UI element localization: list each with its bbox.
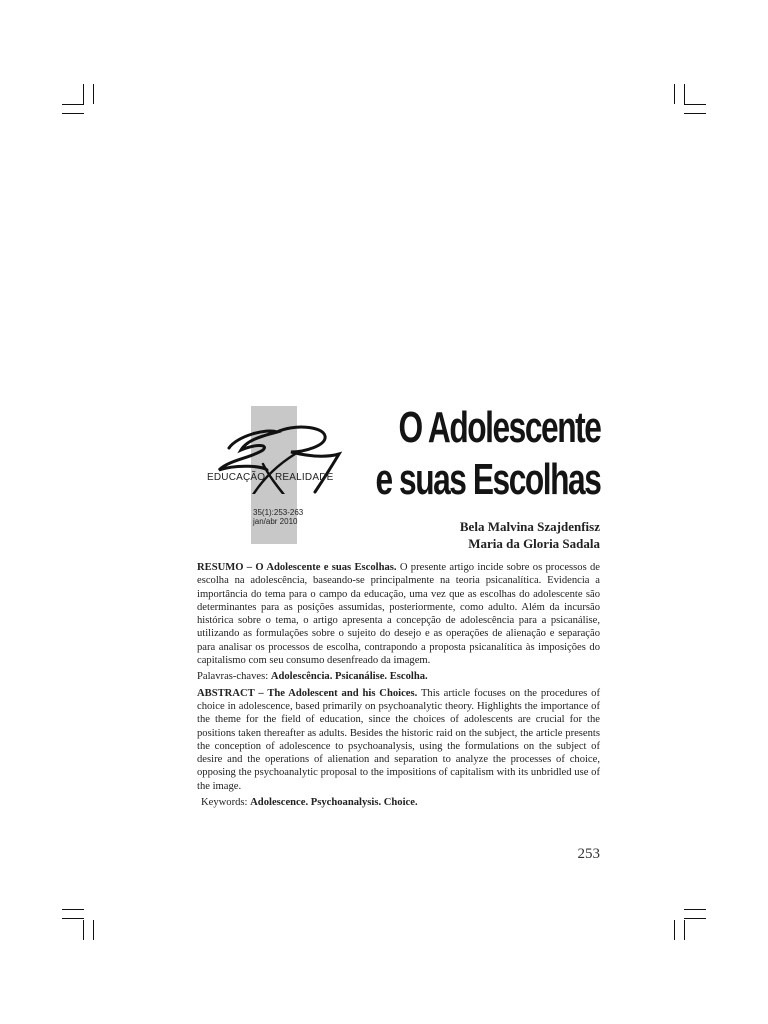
abstract-label: ABSTRACT – The Adolescent and his Choices. xyxy=(197,687,418,699)
author-1: Bela Malvina Szajdenfisz xyxy=(459,519,600,534)
logo-left-text: EDUCAÇÃO xyxy=(207,472,266,483)
abstract-paragraph xyxy=(197,687,600,793)
title-line-2: e suas Escolhas xyxy=(375,455,600,504)
palavras-value: Adolescência. Psicanálise. Escolha. xyxy=(270,671,428,683)
abstract-text: This article focuses on the procedures of choice in adolescence, based primarily on psychoanalytic theory. Highlights the importance of the theme for the field of education, since the choices of adolescents are crucial for the positions taken thereafter as adults. Besides the historic raid on the subject, the article presents the conception of adolescence to psychoanalysis, using the formulations on the subject of desire and the operations of alienation and separation to analyze the processes of choice, opposing the psychoanalytic proposal to the impositions of capitalism with its unbridled use of the image. xyxy=(197,687,600,792)
title-line-1: O Adolescente xyxy=(398,403,600,452)
palavras-chaves xyxy=(197,670,600,683)
logo-issue-info xyxy=(253,508,343,526)
resumo-label: RESUMO – O Adolescente e suas Escolhas. xyxy=(197,562,397,573)
resumo-text: O presente artigo incide sobre os processos de escolha na adolescência, baseando-se principalmente na teoria psicanalítica. Evidencia a importância do tema para o campo da educação, uma vez que as escolhas do adolescente são determinantes para as posições assumidas, posteriormente, como adulto. Além da incursão histórica sobre o tema, o artigo apresenta a concepção de adolescência para a psicanálise, utilizando as formulações sobre o sujeito do desejo e as operações de alienação e separação para analisar os processos de escolha, contrapondo a proposta psicanalítica às imposições do capitalismo com seu consumo desenfreado da imagem. xyxy=(197,562,600,667)
journal-logo xyxy=(207,406,343,544)
authors xyxy=(460,518,600,552)
logo-right-text: REALIDADE xyxy=(275,472,334,483)
abstract-block xyxy=(197,561,600,809)
page-number: 253 xyxy=(577,846,600,862)
resumo-paragraph xyxy=(197,561,600,667)
logo-volume: 35(1):253-263 xyxy=(253,508,304,517)
palavras-label: Palavras-chaves: xyxy=(197,671,269,683)
keywords-label: Keywords: xyxy=(201,797,248,809)
logo-date: jan/abr 2010 xyxy=(253,517,298,526)
article-title xyxy=(375,402,600,506)
keywords-value: Adolescence. Psychoanalysis. Choice. xyxy=(250,797,418,809)
author-2: Maria da Gloria Sadala xyxy=(468,536,600,551)
keywords xyxy=(197,796,600,809)
